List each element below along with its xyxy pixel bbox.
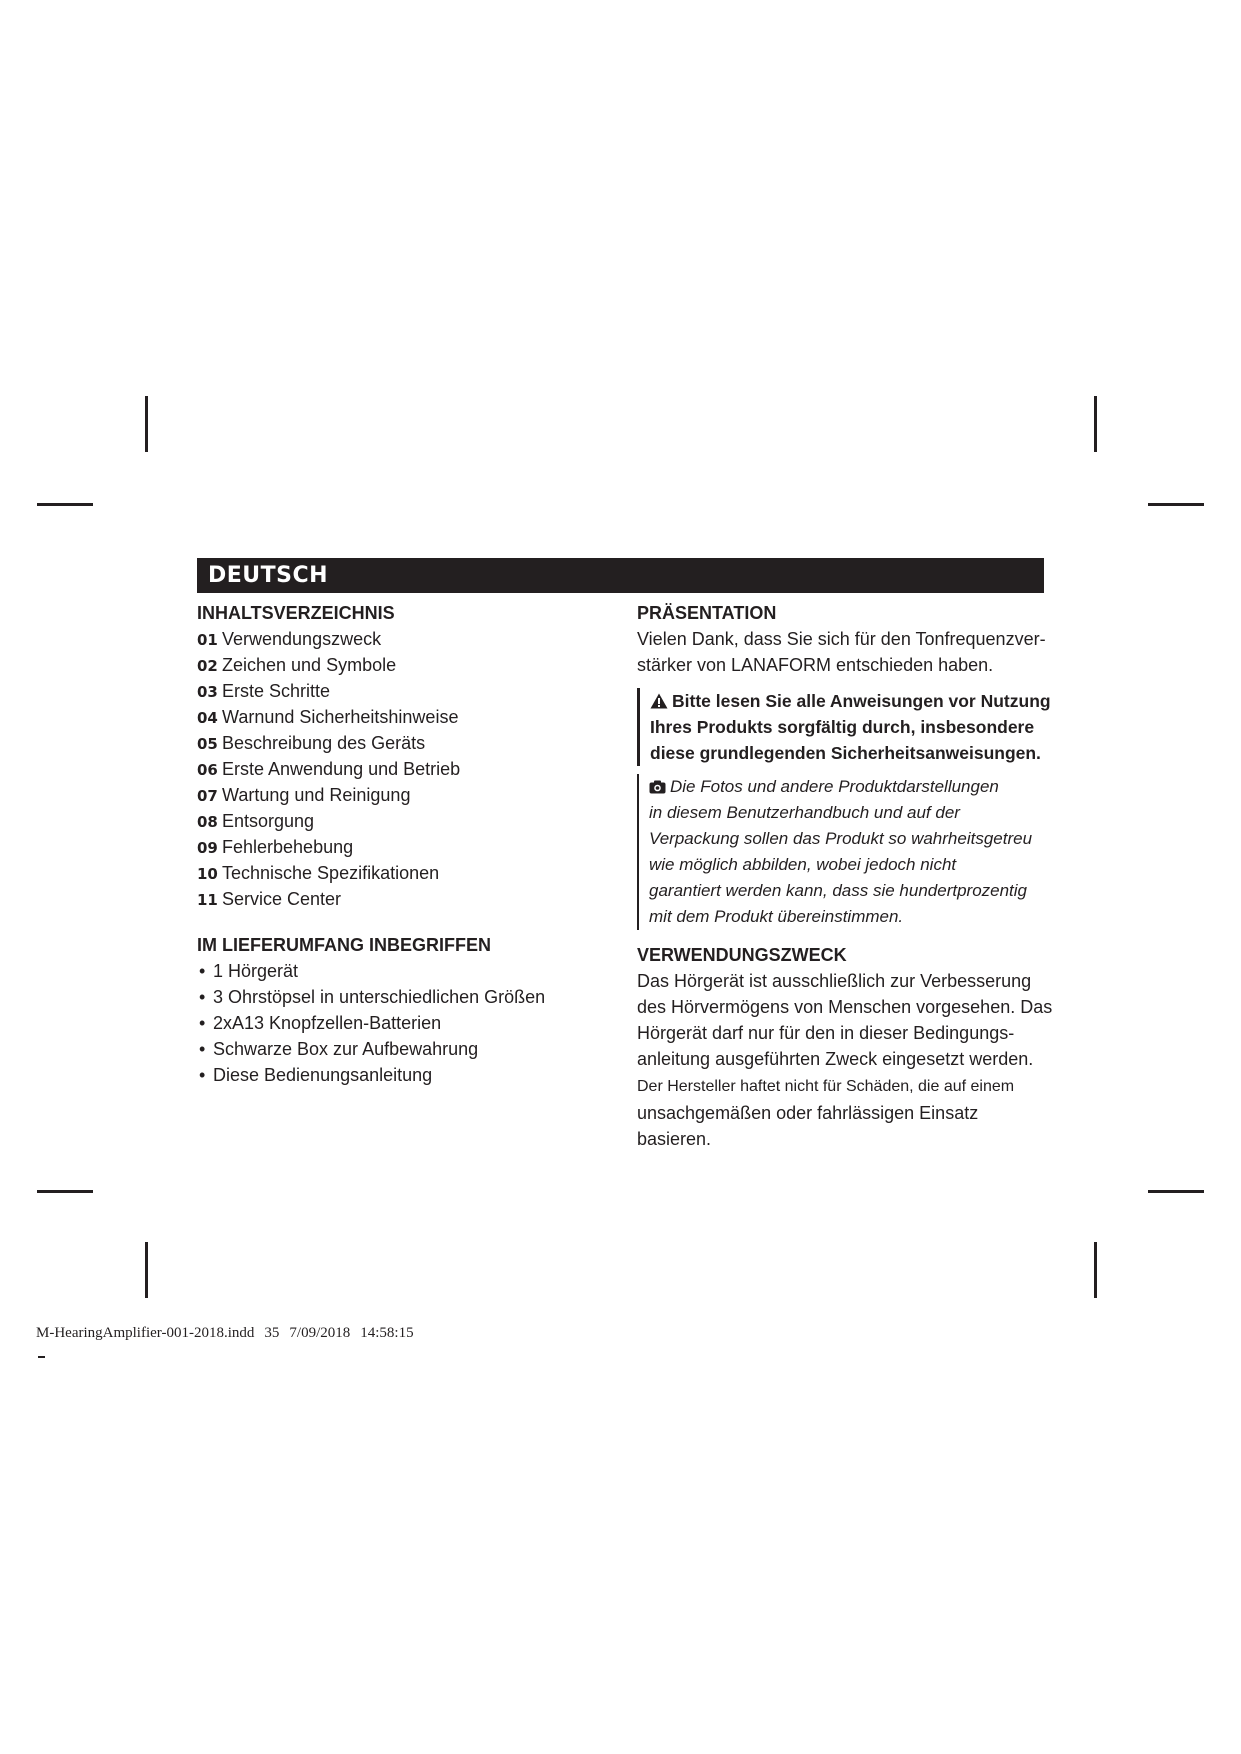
toc-item-number: 08 (197, 813, 218, 831)
left-column (197, 600, 617, 1088)
toc-item-number: 02 (197, 657, 218, 675)
slug-page: 35 (264, 1325, 280, 1341)
list-item (197, 958, 617, 984)
usage-text (637, 968, 1057, 1152)
list-item-text: 3 Ohrstöpsel in unterschiedlichen Größen (213, 987, 546, 1007)
usage-heading: VERWENDUNGSZWECK (637, 945, 847, 965)
toc-item-label: Warnund Sicherheitshinweise (222, 707, 459, 727)
toc-item[interactable] (197, 782, 617, 808)
bullet-icon: • (199, 1039, 206, 1059)
toc-item-label: Zeichen und Symbole (222, 655, 397, 675)
toc-item[interactable] (197, 652, 617, 678)
crop-mark-bottom-right (1094, 1242, 1097, 1298)
list-item (197, 1036, 617, 1062)
language-banner: DEUTSCH (197, 558, 1044, 593)
toc-item-label: Technische Spezifikationen (222, 863, 440, 883)
list-item (197, 1062, 617, 1088)
text-line: Die Fotos und andere Produktdarstellungen (670, 777, 999, 796)
bullet-icon: • (199, 1013, 206, 1033)
crop-mark-left-lower (37, 1190, 93, 1193)
text-line: Verpackung sollen das Produkt so wahrheitsgetreu (649, 829, 1033, 848)
text-line: Hörgerät darf nur für den in dieser Bedingungs- (637, 1023, 1015, 1043)
slug-filename: M-HearingAmplifier-001-2018.indd (36, 1325, 255, 1341)
toc-item-number: 07 (197, 787, 218, 805)
toc-item-number: 09 (197, 839, 218, 857)
list-item-text: Schwarze Box zur Aufbewahrung (213, 1039, 479, 1059)
crop-mark-top-left (145, 396, 148, 452)
text-line: diese grundlegenden Sicherheitsanweisungen. (650, 743, 1041, 763)
toc-item-label: Fehlerbehebung (222, 837, 354, 857)
slug-mark (38, 1356, 45, 1358)
toc-item-label: Beschreibung des Geräts (222, 733, 426, 753)
toc-item-label: Verwendungszweck (222, 629, 382, 649)
print-slug (36, 1325, 424, 1342)
crop-mark-bottom-left (145, 1242, 148, 1298)
photo-disclaimer-block (637, 774, 1057, 930)
bullet-icon: • (199, 1065, 206, 1085)
presentation-text (637, 626, 1057, 678)
text-line: Vielen Dank, dass Sie sich für den Tonfrequenzver- (637, 629, 1046, 649)
toc-heading: INHALTSVERZEICHNIS (197, 603, 395, 623)
list-item-text: 2xA13 Knopfzellen-Batterien (213, 1013, 442, 1033)
crop-mark-top-right (1094, 396, 1097, 452)
right-column (637, 600, 1057, 1152)
list-item (197, 1010, 617, 1036)
toc-item[interactable] (197, 626, 617, 652)
warning-triangle-icon (650, 693, 668, 709)
text-line: des Hörvermögens von Menschen vorgesehen. Das (637, 997, 1053, 1017)
text-line: garantiert werden kann, dass sie hundertprozentig (649, 881, 1028, 900)
toc-item[interactable] (197, 730, 617, 756)
text-line: stärker von LANAFORM entschieden haben. (637, 655, 994, 675)
toc-item[interactable] (197, 834, 617, 860)
text-line: anleitung ausgeführten Zweck eingesetzt werden. (637, 1049, 1034, 1069)
toc-item-label: Service Center (222, 889, 342, 909)
list-item-text: 1 Hörgerät (213, 961, 299, 981)
table-of-contents (197, 626, 617, 912)
list-item (197, 984, 617, 1010)
presentation-heading: PRÄSENTATION (637, 603, 777, 623)
text-line: Das Hörgerät ist ausschließlich zur Verbesserung (637, 971, 1032, 991)
toc-item-number: 06 (197, 761, 218, 779)
toc-item-number: 05 (197, 735, 218, 753)
toc-item[interactable] (197, 704, 617, 730)
bullet-icon: • (199, 961, 206, 981)
toc-item[interactable] (197, 756, 617, 782)
camera-icon (649, 780, 666, 794)
list-item-text: Diese Bedienungsanleitung (213, 1065, 433, 1085)
toc-item[interactable] (197, 860, 617, 886)
text-line: Ihres Produkts sorgfältig durch, insbesondere (650, 717, 1035, 737)
slug-time: 14:58:15 (360, 1325, 414, 1341)
included-list (197, 958, 617, 1088)
text-line: Der Hersteller haftet nicht für Schäden, die auf einem (637, 1078, 1015, 1095)
included-heading: IM LIEFERUMFANG INBEGRIFFEN (197, 935, 491, 955)
toc-item-number: 11 (197, 891, 218, 909)
toc-item[interactable] (197, 678, 617, 704)
toc-item-number: 03 (197, 683, 218, 701)
bullet-icon: • (199, 987, 206, 1007)
crop-mark-right-upper (1148, 503, 1204, 506)
toc-item[interactable] (197, 808, 617, 834)
toc-item-number: 01 (197, 631, 218, 649)
toc-item-label: Entsorgung (222, 811, 315, 831)
toc-item-label: Erste Anwendung und Betrieb (222, 759, 461, 779)
toc-item-number: 04 (197, 709, 218, 727)
text-line: Bitte lesen Sie alle Anweisungen vor Nutzung (672, 691, 1051, 711)
slug-date: 7/09/2018 (289, 1325, 351, 1341)
text-line: mit dem Produkt übereinstimmen. (649, 907, 904, 926)
toc-item-number: 10 (197, 865, 218, 883)
toc-item-label: Wartung und Reinigung (222, 785, 411, 805)
text-line: in diesem Benutzerhandbuch und auf der (649, 803, 960, 822)
text-line: wie möglich abbilden, wobei jedoch nicht (649, 855, 957, 874)
crop-mark-left-upper (37, 503, 93, 506)
text-line: unsachgemäßen oder fahrlässigen Einsatz basieren. (637, 1103, 979, 1149)
crop-mark-right-lower (1148, 1190, 1204, 1193)
safety-warning-block (637, 688, 1057, 766)
toc-item[interactable] (197, 886, 617, 912)
toc-item-label: Erste Schritte (222, 681, 331, 701)
